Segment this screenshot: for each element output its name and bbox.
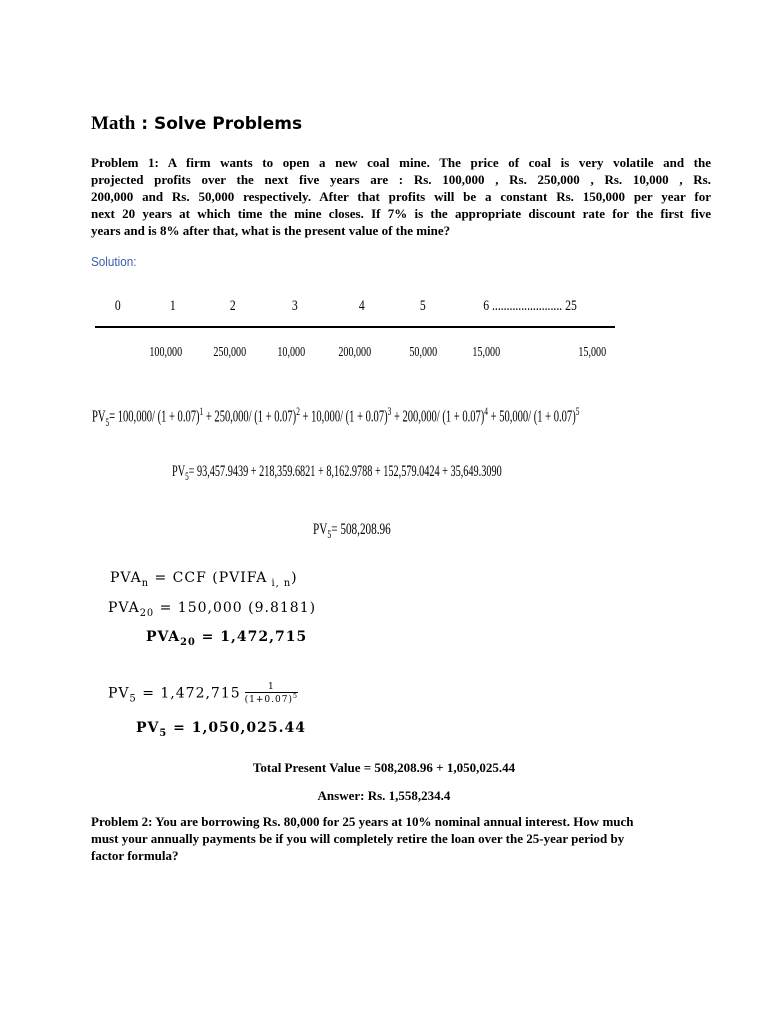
title-math: Math [91,113,136,134]
discount-fraction: $\frac{1}{(1+0.07)^5}$ [244,682,299,705]
problem-1-line: next 20 years at which time the mine closes. If 7% is the appropriate discount rate for the first five [91,206,711,221]
pv5-discount-result: $PV_5 = 1,050,025.44$ [136,720,306,739]
timeline-cashflow: 10,000 [277,345,306,360]
problem-2-line: Problem 2: You are borrowing Rs. 80,000 for 25 years at 10% nominal annual interest. How much [91,814,634,829]
problem-1-line: 200,000 and Rs. 50,000 respectively. After that profits will be a constant Rs. 150,000 per year for [91,189,711,204]
problem-1-line: projected profits over the next five years are : Rs. 100,000 , Rs. 250,000 , Rs. 10,000 , Rs. [91,172,711,187]
timeline-period: 2 [229,298,236,314]
timeline-period: 6 ........................ 25 [483,298,577,314]
problem-2-text [91,813,691,864]
timeline-period: 1 [169,298,176,314]
timeline-cashflow: 200,000 [338,345,372,360]
problem-2-line: factor formula? [91,848,179,863]
pv5-discount-formula: $PV_5 = 1,472,715$ $\frac{1}{(1+0.07)^5}$ [108,682,299,705]
pv5-result: $PV_5= 508,208.96$ [313,521,391,542]
timeline-cashflow: 50,000 [409,345,438,360]
pv5-equation: $PV_5= 100,000/$ $(1 + 0.07)^1 + 250,000/$ $(1 + 0.07)^2 + 10,000/$ $(1 + 0.07)^3 + 200,000/$ $(1 + 0.07)^4 + 50,000/$ $(1 + 0.07)^5$ [92,404,580,430]
title-rest: : Solve Problems [135,114,303,134]
total-present-value: Total Present Value = 508,208.96 + 1,050,025.44 [252,760,516,775]
pv5-expanded-equation: $PV_5= 93,457.9439 + 218,359.6821 + 8,162.9788 + 152,579.0424 + 35,649.3090$ [172,463,502,484]
timeline-period: 4 [358,298,365,314]
timeline-period: 0 [114,298,121,314]
pva20-formula: $PVA_{20} = 150,000$ (9.8181) [108,600,317,619]
problem-2-line: must your annually payments be if you will completely retire the loan over the 25-year period by [91,831,625,846]
problem-1-line: Problem 1: A firm wants to open a new coal mine. The price of coal is very volatile and the [91,155,711,170]
problem-1-text [91,154,711,239]
timeline-axis [95,326,615,328]
problem-1-line: years and is 8% after that, what is the present value of the mine? [91,223,451,238]
timeline-cashflow: 250,000 [213,345,247,360]
timeline-cashflow: 100,000 [149,345,183,360]
timeline-period: 5 [419,298,426,314]
timeline-period: 3 [291,298,298,314]
pva20-result: $PVA_{20} = 1,472,715$ [146,629,308,648]
page-title [91,113,302,135]
timeline-cashflow: 15,000 [578,345,607,360]
pva-formula: $PVA_n$ = CCF (PVIFA $_{i, n}$) [110,570,298,589]
solution-label: Solution: [91,254,137,269]
timeline-cashflow: 15,000 [472,345,501,360]
answer: Answer: Rs. 1,558,234.4 [317,788,451,803]
